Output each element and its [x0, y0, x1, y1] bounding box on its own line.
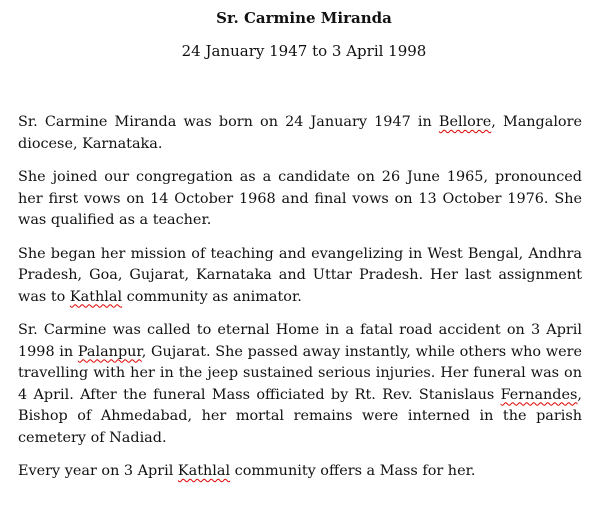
text-segment: , Mangalore diocese, Karnataka. [18, 114, 582, 152]
paragraph-death [18, 320, 582, 449]
document-body [18, 112, 582, 495]
text-segment: She began her mission of teaching and evangelizing in West Bengal, Andhra Pradesh, Goa, Gujarat, Karnataka and Uttar Pradesh. Her last assignment was to [18, 245, 582, 305]
text-segment: , Bishop of Ahmedabad, her mortal remains were interned in the parish cemetery of Nadiad. [18, 386, 582, 446]
text-segment: Sr. Carmine Miranda was born on 24 January 1947 in [18, 114, 439, 130]
misspelled-word[interactable]: Kathlal [69, 288, 123, 305]
misspelled-word[interactable]: Palanpur [77, 343, 142, 360]
paragraph-vows [18, 167, 582, 232]
text-segment: Every year on 3 April [18, 463, 178, 479]
misspelled-word[interactable]: Bellore [438, 114, 492, 130]
text-segment: community offers a Mass for her. [230, 463, 476, 479]
text-segment: community as animator. [122, 288, 302, 305]
misspelled-word[interactable]: Fernandes [500, 386, 578, 403]
paragraph-mission [18, 244, 582, 309]
misspelled-word[interactable]: Kathlal [177, 463, 231, 479]
paragraph-birth [18, 112, 582, 155]
document-title: Sr. Carmine Miranda [216, 9, 392, 27]
paragraph-memorial [18, 461, 582, 483]
document-dates: 24 January 1947 to 3 April 1998 [181, 42, 427, 60]
text-segment: , Gujarat. She passed away instantly, while others who were travelling with her in the jeep sustained serious injuries. Her funeral was on 4 April. After the funeral Mass officiated by Rt. Rev. Stanislaus [18, 343, 582, 403]
text-segment: Sr. Carmine was called to eternal Home in a fatal road accident on 3 April 1998 in [18, 322, 582, 360]
text-segment: She joined our congregation as a candidate on 26 June 1965, pronounced her first vows on 14 October 1968 and final vows on 13 October 1976. She was qualified as a teacher. [18, 169, 582, 228]
